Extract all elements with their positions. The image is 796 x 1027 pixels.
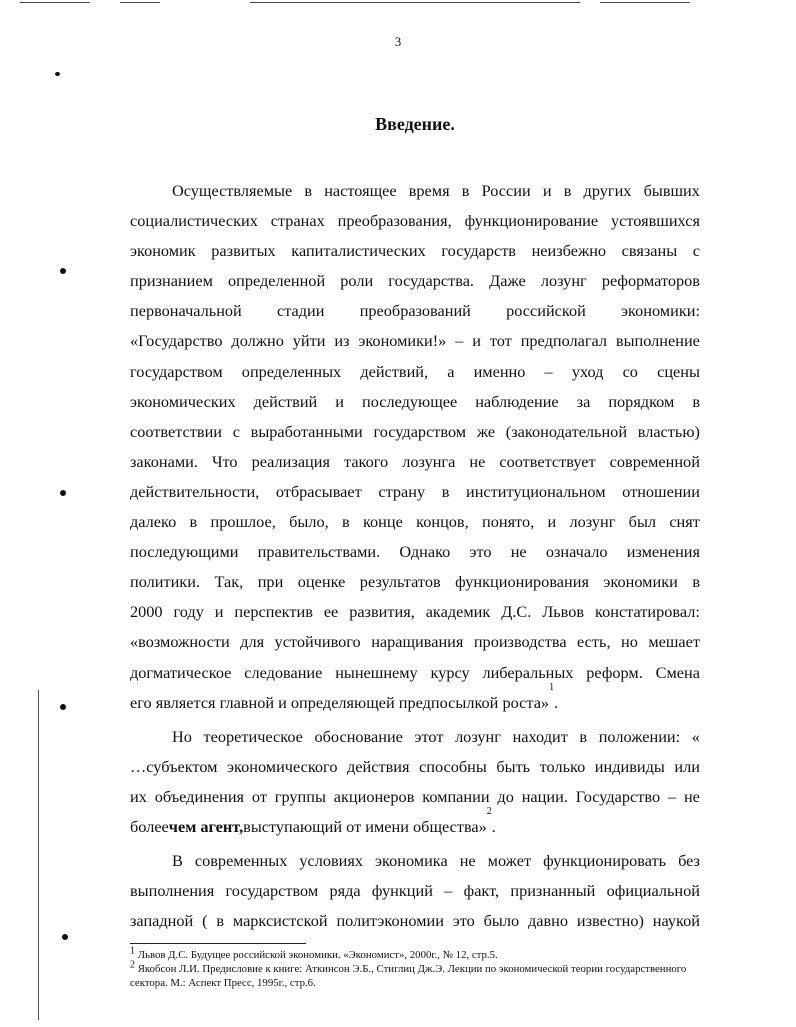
- word: в: [579, 726, 588, 746]
- word: оценке: [297, 572, 346, 592]
- word: наукой: [652, 911, 700, 931]
- word: экономика: [375, 851, 448, 871]
- word: Так,: [214, 572, 244, 592]
- text-line: [130, 477, 700, 507]
- word: констатировал:: [595, 602, 700, 622]
- footnote-2: $^2$ Якобсон Л.И. Предисловие к книге: Аткинсон Э.Б., Стиглиц Дж.Э. Лекции по экономической теории государственного сектора. М.: Аспект Пресс, 1995г., стр.6.: [130, 959, 687, 989]
- word: первоначальной: [130, 301, 242, 321]
- word: обоснование: [314, 726, 403, 746]
- word: в: [563, 181, 572, 200]
- word: быть: [496, 756, 531, 776]
- word: при: [257, 572, 284, 592]
- word: выполнения: [130, 881, 215, 901]
- word: лозунг: [455, 726, 501, 746]
- word: Д.С.: [501, 602, 532, 622]
- word: порядком: [608, 391, 675, 411]
- paragraph: [130, 722, 700, 842]
- word: с: [692, 241, 700, 261]
- word: и: [472, 331, 481, 351]
- word: отношении: [622, 481, 700, 501]
- footnote-1: $^1$ Львов Д.С. Будущее российской экономики. «Экономист», 2000г., № 12, стр.5.: [130, 945, 498, 961]
- word: «Государство: [130, 331, 223, 351]
- text-line: [130, 906, 700, 936]
- word: в: [441, 481, 450, 501]
- word: конце: [362, 512, 403, 532]
- word: ряда: [329, 881, 361, 901]
- word: (законодательной: [505, 421, 628, 441]
- word: производства: [473, 632, 567, 652]
- word: наращивания: [371, 632, 464, 652]
- word: до: [497, 786, 514, 806]
- word: стадии: [276, 301, 325, 321]
- word: и: [542, 181, 552, 200]
- word: экономик: [130, 241, 196, 261]
- text-line: [130, 537, 700, 567]
- word: бывших: [643, 181, 700, 200]
- scan-left-edge: [38, 690, 39, 1020]
- word: современной: [609, 451, 700, 471]
- word: государством: [373, 421, 467, 441]
- text-line: [130, 447, 700, 477]
- text-line: [130, 507, 700, 537]
- word: в: [304, 181, 313, 200]
- footnote-ref: 1: [549, 681, 555, 693]
- word: тот: [489, 331, 512, 351]
- word: не: [459, 851, 476, 871]
- word: индивиды: [594, 756, 665, 776]
- word: это: [452, 911, 475, 931]
- word: перспектив: [234, 602, 313, 622]
- word: Львов: [542, 602, 585, 622]
- word: и: [214, 602, 224, 622]
- scan-speck: [60, 268, 66, 274]
- page-title: Введение.: [375, 114, 455, 134]
- word: властью): [637, 421, 700, 441]
- word: означало: [545, 542, 608, 562]
- word: государства.: [388, 271, 475, 291]
- word: настоящее: [324, 181, 397, 200]
- word: функционировать: [543, 851, 667, 871]
- word: сцены: [657, 361, 700, 381]
- word: от: [251, 786, 267, 806]
- word: преобразований: [359, 301, 471, 321]
- word: выполнение: [615, 331, 700, 351]
- word: прошлое,: [210, 512, 276, 532]
- word: есть,: [577, 632, 611, 652]
- word: развития,: [349, 602, 415, 622]
- word: –: [444, 881, 453, 901]
- word: результатов: [359, 572, 441, 592]
- word: был: [628, 512, 657, 532]
- text-line: [130, 357, 700, 387]
- word: это: [469, 542, 492, 562]
- word: концов,: [416, 512, 469, 532]
- word: государством: [130, 361, 223, 381]
- word: официальной: [606, 881, 700, 901]
- word: со: [622, 361, 638, 381]
- word: –: [667, 786, 677, 806]
- word: известно): [576, 911, 644, 931]
- word: институциональном: [465, 481, 606, 501]
- word: ее: [323, 602, 339, 622]
- word: в: [461, 181, 470, 200]
- word: Что: [211, 451, 238, 471]
- word: в: [692, 391, 700, 411]
- word: устойчивого: [274, 632, 361, 652]
- word: с: [232, 421, 240, 441]
- paragraph: [130, 846, 700, 936]
- text-line: [130, 387, 700, 417]
- word: должно: [231, 331, 284, 351]
- word: действительности,: [130, 481, 260, 501]
- word: развитых: [211, 241, 276, 261]
- footnotes: [130, 945, 702, 990]
- word: Смена: [655, 662, 700, 682]
- word: же: [476, 421, 496, 441]
- word: Даже: [489, 271, 526, 291]
- word: последующими: [130, 542, 239, 562]
- text-line: [130, 782, 700, 812]
- word: –: [544, 361, 553, 381]
- scan-speck: [62, 934, 68, 940]
- text-line: [130, 567, 700, 597]
- word: признанием: [130, 271, 213, 291]
- word: капиталистических: [291, 241, 426, 261]
- text-line: [130, 176, 700, 206]
- word: определенных: [241, 361, 342, 381]
- word: нынешнему: [335, 662, 418, 682]
- word: и: [547, 512, 557, 532]
- word: …субъектом: [130, 756, 218, 776]
- word: было,: [289, 512, 329, 532]
- word: «возможности: [130, 632, 230, 652]
- word: странах: [270, 211, 325, 231]
- word: отбрасывает: [275, 481, 362, 501]
- word: за: [576, 391, 591, 411]
- word: функционирование: [464, 211, 599, 231]
- word: экономики: [603, 572, 678, 592]
- word: далеко: [130, 512, 177, 532]
- word: не: [683, 786, 700, 806]
- word: понято,: [482, 512, 535, 532]
- word: политэкономии: [336, 911, 444, 931]
- word: государств: [441, 241, 516, 261]
- word: в: [189, 512, 198, 532]
- word: академик: [425, 602, 491, 622]
- word: государством: [225, 881, 319, 901]
- text-line: [130, 206, 700, 236]
- word: нации.: [521, 786, 568, 806]
- scan-speck: [60, 704, 66, 710]
- word: действий,: [360, 361, 429, 381]
- word: российской: [506, 301, 586, 321]
- word: из: [334, 331, 350, 351]
- bold-phrase: чем агент,: [168, 816, 244, 836]
- word: следование: [244, 662, 323, 682]
- word: страну: [378, 481, 426, 501]
- word: или: [674, 756, 700, 776]
- word: их: [130, 786, 147, 806]
- page-number: 3: [394, 34, 402, 49]
- word: давно: [527, 911, 569, 931]
- word: марксистской: [232, 911, 328, 931]
- word: но: [621, 632, 638, 652]
- footnote-ref: 2: [486, 805, 492, 817]
- word: предполагал: [520, 331, 608, 351]
- word: правительствами.: [257, 542, 381, 562]
- footnote-separator: [130, 943, 306, 944]
- word: уйти: [292, 331, 326, 351]
- word: преобразования,: [337, 211, 452, 231]
- word: теоретическое: [203, 726, 303, 746]
- word: Осуществляемые: [172, 181, 293, 200]
- word: лозунга: [402, 451, 456, 471]
- word: догматическое: [130, 662, 232, 682]
- word: политики.: [130, 572, 200, 592]
- word: только: [539, 756, 586, 776]
- text-line: [130, 876, 700, 906]
- word: либеральных: [482, 662, 574, 682]
- word: мешает: [648, 632, 700, 652]
- word: экономического: [227, 756, 338, 776]
- word: России: [481, 181, 531, 200]
- text-line: [130, 597, 700, 627]
- text-line: [130, 627, 700, 657]
- word: выработанными: [250, 421, 363, 441]
- scan-top-edge: [0, 0, 796, 8]
- text-line: [130, 722, 700, 752]
- scan-speck: [60, 490, 66, 496]
- word: (: [202, 911, 208, 931]
- word: положении:: [598, 726, 681, 746]
- word: действий: [253, 391, 318, 411]
- word: функционирования: [455, 572, 589, 592]
- word: признанный: [510, 881, 596, 901]
- word: Государство: [575, 786, 661, 806]
- word: реформ.: [586, 662, 643, 682]
- word: социалистических: [130, 211, 258, 231]
- word: способны: [419, 756, 487, 776]
- text-line: [130, 752, 700, 782]
- word: курсу: [430, 662, 470, 682]
- word: реформаторов: [601, 271, 700, 291]
- word: связаны: [621, 241, 678, 261]
- word: именно: [473, 361, 526, 381]
- word: –: [455, 331, 464, 351]
- text-line: [130, 846, 700, 876]
- scan-speck: [55, 72, 60, 76]
- word: а: [447, 361, 455, 381]
- word: может: [487, 851, 532, 871]
- word: реализация: [251, 451, 330, 471]
- word: объединения: [154, 786, 245, 806]
- word: в: [216, 911, 225, 931]
- word: изменения: [626, 542, 700, 562]
- word: лозунг: [540, 271, 587, 291]
- word: для: [240, 632, 265, 652]
- word: соответствует: [499, 451, 596, 471]
- text-line: [130, 266, 700, 296]
- word: экономики!»: [358, 331, 447, 351]
- word: соответствии: [130, 421, 222, 441]
- word: неизбежно: [531, 241, 607, 261]
- word: функций: [371, 881, 433, 901]
- text-line: [130, 296, 700, 326]
- text-line: [130, 417, 700, 447]
- word: условиях: [299, 851, 364, 871]
- word: снят: [669, 512, 700, 532]
- word: не: [469, 451, 486, 471]
- word: в: [692, 572, 700, 592]
- text-line: [130, 236, 700, 266]
- word: компании: [422, 786, 490, 806]
- word: экономических: [130, 391, 236, 411]
- word: факт,: [463, 881, 500, 901]
- word: находит: [512, 726, 568, 746]
- word: в: [341, 512, 350, 532]
- word: современных: [194, 851, 288, 871]
- word: уход: [571, 361, 604, 381]
- word: этот: [414, 726, 444, 746]
- text-line: более чем агент, выступающий от имени общества» 2 .: [130, 812, 700, 842]
- paragraph: [130, 176, 700, 718]
- word: устоявшихся: [611, 211, 700, 231]
- word: других: [583, 181, 632, 200]
- word: не: [510, 542, 527, 562]
- word: последующее: [362, 391, 458, 411]
- body-text: [130, 176, 700, 936]
- word: было: [483, 911, 520, 931]
- word: определенной: [228, 271, 326, 291]
- word: Но: [172, 726, 192, 746]
- word: В: [172, 851, 183, 871]
- word: 2000: [130, 602, 163, 622]
- word: законами.: [130, 451, 198, 471]
- word: наблюдение: [475, 391, 559, 411]
- word: акционеров: [333, 786, 415, 806]
- word: Однако: [399, 542, 451, 562]
- text-line: [130, 326, 700, 356]
- word: «: [691, 726, 700, 746]
- word: роли: [340, 271, 374, 291]
- word: западной: [130, 911, 194, 931]
- word: экономики:: [621, 301, 700, 321]
- word: действия: [347, 756, 410, 776]
- word: без: [678, 851, 700, 871]
- text-line: [130, 658, 700, 688]
- word: году: [173, 602, 204, 622]
- word: время: [408, 181, 450, 200]
- word: такого: [344, 451, 389, 471]
- word: лозунг: [569, 512, 616, 532]
- word: группы: [274, 786, 326, 806]
- text-line: его является главной и определяющей предпосылкой роста» 1 .: [130, 688, 700, 718]
- word: и: [335, 391, 344, 411]
